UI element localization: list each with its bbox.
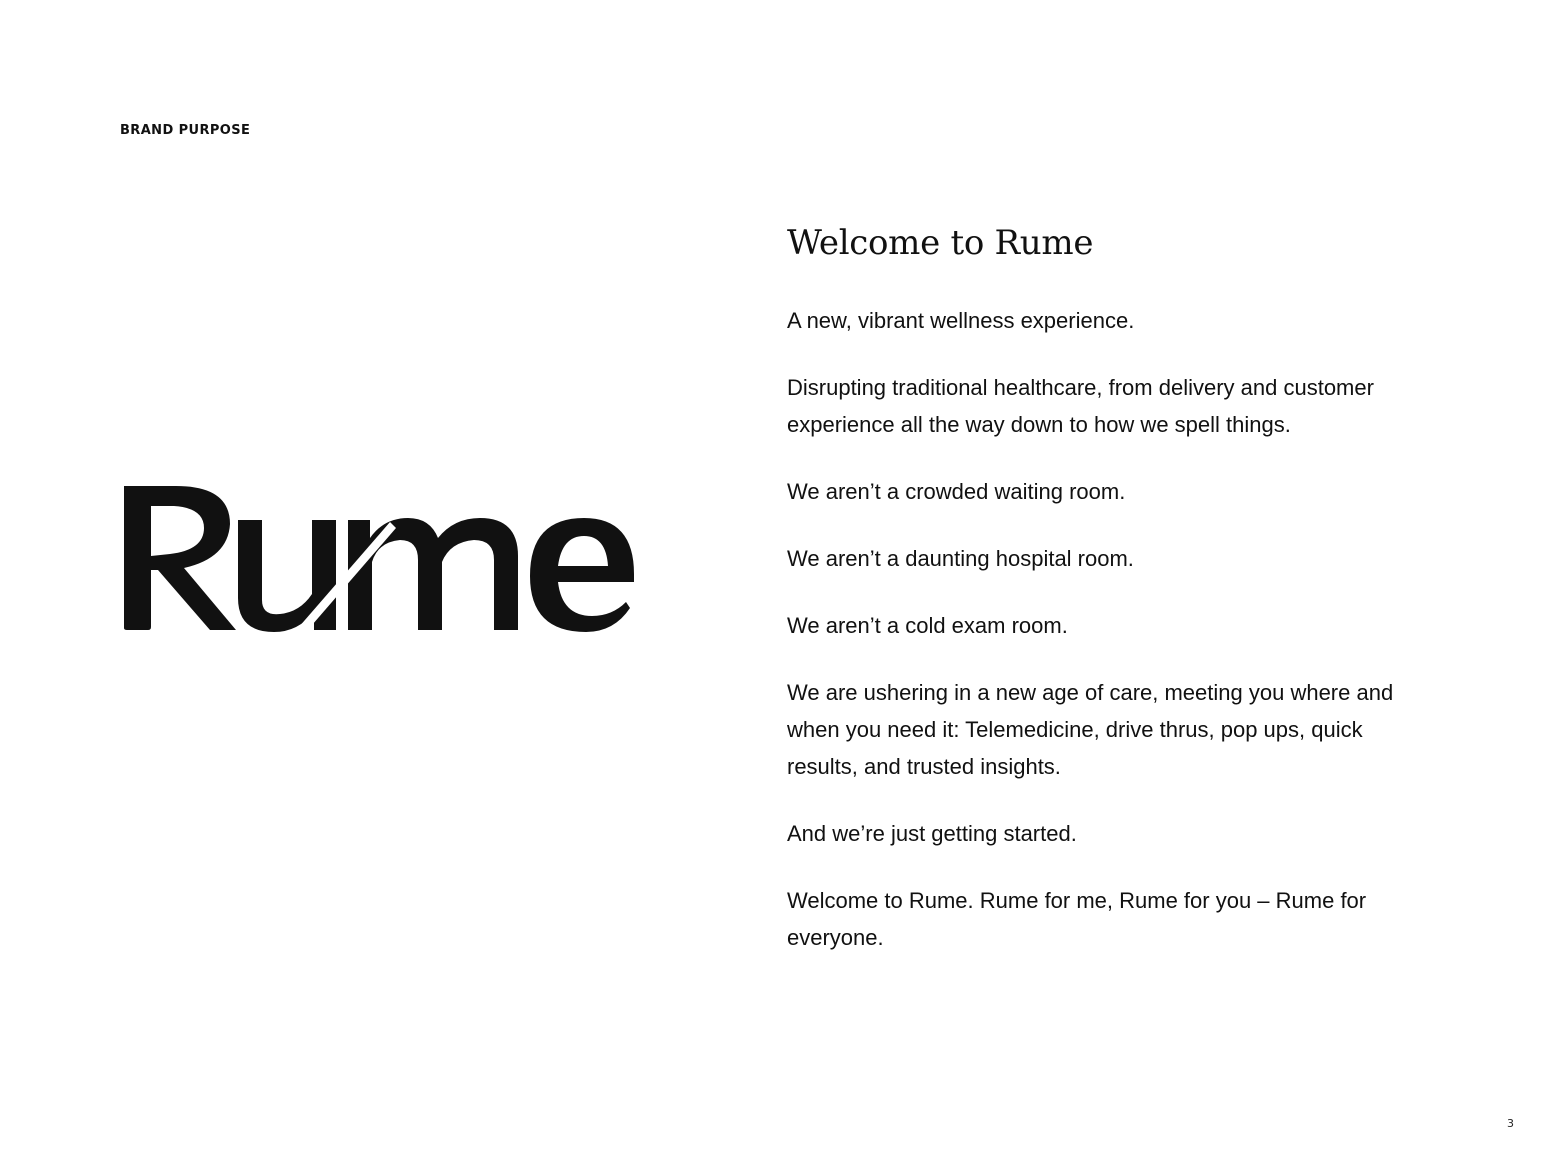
paragraph-waiting-room: We aren’t a crowded waiting room.	[787, 479, 1126, 504]
paragraph-intro: A new, vibrant wellness experience.	[787, 308, 1135, 333]
page-number: 3	[1507, 1117, 1514, 1130]
paragraph-getting-started: And we’re just getting started.	[787, 821, 1077, 846]
rume-wordmark-icon	[118, 478, 638, 638]
welcome-content	[787, 222, 1427, 986]
paragraph-disrupting: Disrupting traditional healthcare, from delivery and customer experience all the way down to how we spell things.	[787, 375, 1374, 437]
paragraph-exam-room: We aren’t a cold exam room.	[787, 613, 1068, 638]
section-label: BRAND PURPOSE	[120, 123, 251, 138]
page-title: Welcome to Rume	[787, 223, 1094, 263]
paragraph-new-age: We are ushering in a new age of care, meeting you where and when you need it: Telemedicine, drive thrus, pop ups, quick results, and trusted insights.	[787, 680, 1394, 779]
rume-logo	[118, 478, 638, 638]
paragraph-hospital-room: We aren’t a daunting hospital room.	[787, 546, 1134, 571]
paragraph-welcome: Welcome to Rume. Rume for me, Rume for you – Rume for everyone.	[787, 888, 1367, 950]
